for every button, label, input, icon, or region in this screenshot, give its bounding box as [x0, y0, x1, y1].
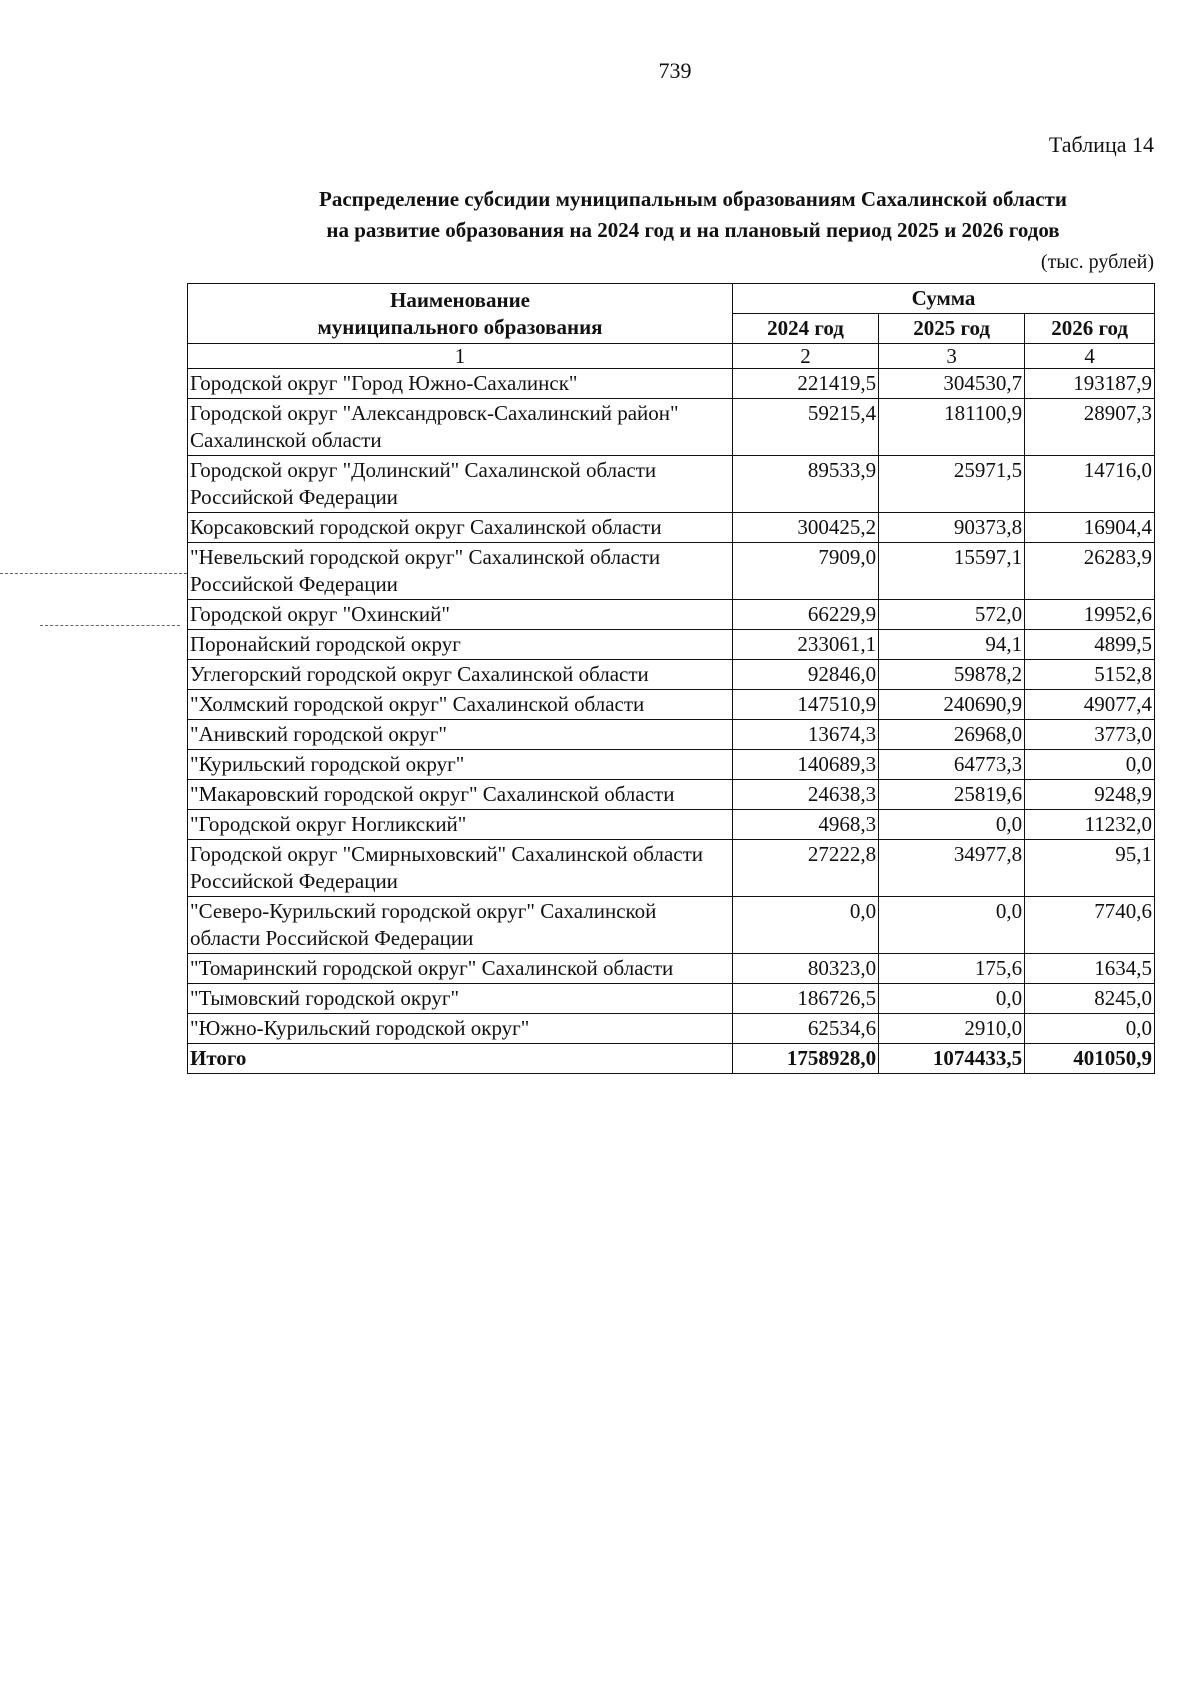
units-label: (тыс. рублей) — [1040, 251, 1154, 273]
document-title — [188, 184, 1198, 246]
value-2026: 1634,5 — [1025, 954, 1155, 984]
table-row — [188, 780, 1155, 810]
column-index-row — [188, 344, 1155, 369]
value-2025: 175,6 — [879, 954, 1025, 984]
title-line-2: на развитие образования на 2024 год и на плановый период 2025 и 2026 годов — [326, 218, 1060, 242]
municipality-name: Городской округ "Охинский" — [188, 600, 733, 630]
column-index: 3 — [879, 344, 1025, 369]
value-2026: 4899,5 — [1025, 630, 1155, 660]
municipality-name: "Невельский городской округ" Сахалинской области Российской Федерации — [188, 543, 733, 600]
value-2026: 7740,6 — [1025, 897, 1155, 954]
value-2026: 3773,0 — [1025, 720, 1155, 750]
total-2026: 401050,9 — [1025, 1044, 1155, 1074]
value-2024: 300425,2 — [733, 513, 879, 543]
value-2026: 8245,0 — [1025, 984, 1155, 1014]
scan-artifact-line — [0, 573, 187, 574]
municipality-name: "Тымовский городской округ" — [188, 984, 733, 1014]
value-2025: 0,0 — [879, 984, 1025, 1014]
municipality-name: Корсаковский городской округ Сахалинской области — [188, 513, 733, 543]
header-2025: 2025 год — [879, 314, 1025, 344]
value-2025: 15597,1 — [879, 543, 1025, 600]
title-line-1: Распределение субсидии муниципальным образованиям Сахалинской области — [319, 187, 1067, 211]
header-2024: 2024 год — [733, 314, 879, 344]
value-2024: 140689,3 — [733, 750, 879, 780]
value-2026: 0,0 — [1025, 750, 1155, 780]
value-2024: 147510,9 — [733, 690, 879, 720]
table-row — [188, 660, 1155, 690]
value-2026: 14716,0 — [1025, 456, 1155, 513]
value-2025: 64773,3 — [879, 750, 1025, 780]
value-2026: 193187,9 — [1025, 369, 1155, 399]
column-index: 1 — [188, 344, 733, 369]
value-2026: 9248,9 — [1025, 780, 1155, 810]
table-row — [188, 984, 1155, 1014]
value-2024: 13674,3 — [733, 720, 879, 750]
value-2025: 94,1 — [879, 630, 1025, 660]
value-2024: 0,0 — [733, 897, 879, 954]
value-2025: 59878,2 — [879, 660, 1025, 690]
municipality-name: Поронайский городской округ — [188, 630, 733, 660]
municipality-name: "Холмский городской округ" Сахалинской области — [188, 690, 733, 720]
municipality-name: Городской округ "Смирныховский" Сахалинской области Российской Федерации — [188, 840, 733, 897]
value-2024: 7909,0 — [733, 543, 879, 600]
value-2025: 90373,8 — [879, 513, 1025, 543]
table-row — [188, 750, 1155, 780]
table-row — [188, 600, 1155, 630]
value-2025: 240690,9 — [879, 690, 1025, 720]
value-2025: 2910,0 — [879, 1014, 1025, 1044]
table-row — [188, 954, 1155, 984]
table-row — [188, 690, 1155, 720]
municipality-name: "Северо-Курильский городской округ" Сахалинской области Российской Федерации — [188, 897, 733, 954]
table-row — [188, 456, 1155, 513]
value-2024: 59215,4 — [733, 399, 879, 456]
total-2024: 1758928,0 — [733, 1044, 879, 1074]
value-2024: 92846,0 — [733, 660, 879, 690]
municipality-name: Городской округ "Александровск-Сахалинский район" Сахалинской области — [188, 399, 733, 456]
header-row — [188, 284, 1155, 314]
table-label: Таблица 14 — [1048, 132, 1154, 157]
value-2024: 4968,3 — [733, 810, 879, 840]
total-2025: 1074433,5 — [879, 1044, 1025, 1074]
value-2024: 27222,8 — [733, 840, 879, 897]
value-2024: 80323,0 — [733, 954, 879, 984]
value-2025: 25971,5 — [879, 456, 1025, 513]
value-2024: 24638,3 — [733, 780, 879, 810]
value-2026: 28907,3 — [1025, 399, 1155, 456]
page-number: 739 — [658, 58, 692, 83]
municipality-name: "Городской округ Ногликский" — [188, 810, 733, 840]
value-2026: 19952,6 — [1025, 600, 1155, 630]
table-row — [188, 543, 1155, 600]
municipality-name: Городской округ "Город Южно-Сахалинск" — [188, 369, 733, 399]
municipality-name: "Томаринский городской округ" Сахалинской области — [188, 954, 733, 984]
value-2025: 26968,0 — [879, 720, 1025, 750]
value-2025: 0,0 — [879, 810, 1025, 840]
value-2024: 66229,9 — [733, 600, 879, 630]
value-2025: 0,0 — [879, 897, 1025, 954]
value-2024: 233061,1 — [733, 630, 879, 660]
value-2024: 89533,9 — [733, 456, 879, 513]
subsidy-table — [187, 283, 1155, 1074]
value-2026: 26283,9 — [1025, 543, 1155, 600]
value-2026: 5152,8 — [1025, 660, 1155, 690]
header-2026: 2026 год — [1025, 314, 1155, 344]
total-row — [188, 1044, 1155, 1074]
column-index: 2 — [733, 344, 879, 369]
table-row — [188, 810, 1155, 840]
value-2025: 304530,7 — [879, 369, 1025, 399]
table-row — [188, 369, 1155, 399]
municipality-name: Городской округ "Долинский" Сахалинской области Российской Федерации — [188, 456, 733, 513]
table-row — [188, 897, 1155, 954]
column-index: 4 — [1025, 344, 1155, 369]
table-row — [188, 513, 1155, 543]
table-row — [188, 399, 1155, 456]
value-2024: 186726,5 — [733, 984, 879, 1014]
municipality-name: "Южно-Курильский городской округ" — [188, 1014, 733, 1044]
municipality-name: "Анивский городской округ" — [188, 720, 733, 750]
table-row — [188, 630, 1155, 660]
scan-artifact-line — [40, 625, 180, 626]
value-2026: 95,1 — [1025, 840, 1155, 897]
value-2025: 25819,6 — [879, 780, 1025, 810]
value-2025: 181100,9 — [879, 399, 1025, 456]
value-2026: 11232,0 — [1025, 810, 1155, 840]
table-body — [188, 369, 1155, 1044]
value-2025: 572,0 — [879, 600, 1025, 630]
header-name — [188, 284, 733, 344]
value-2026: 0,0 — [1025, 1014, 1155, 1044]
value-2024: 221419,5 — [733, 369, 879, 399]
table-row — [188, 840, 1155, 897]
value-2025: 34977,8 — [879, 840, 1025, 897]
value-2024: 62534,6 — [733, 1014, 879, 1044]
municipality-name: "Макаровский городской округ" Сахалинской области — [188, 780, 733, 810]
municipality-name: "Курильский городской округ" — [188, 750, 733, 780]
table-row — [188, 1014, 1155, 1044]
table-row — [188, 720, 1155, 750]
municipality-name: Углегорский городской округ Сахалинской области — [188, 660, 733, 690]
value-2026: 49077,4 — [1025, 690, 1155, 720]
header-name-line-2: муниципального образования — [317, 314, 603, 339]
total-label: Итого — [188, 1044, 733, 1074]
header-name-line-1: Наименование — [390, 287, 530, 312]
header-sum: Сумма — [733, 284, 1155, 314]
value-2026: 16904,4 — [1025, 513, 1155, 543]
